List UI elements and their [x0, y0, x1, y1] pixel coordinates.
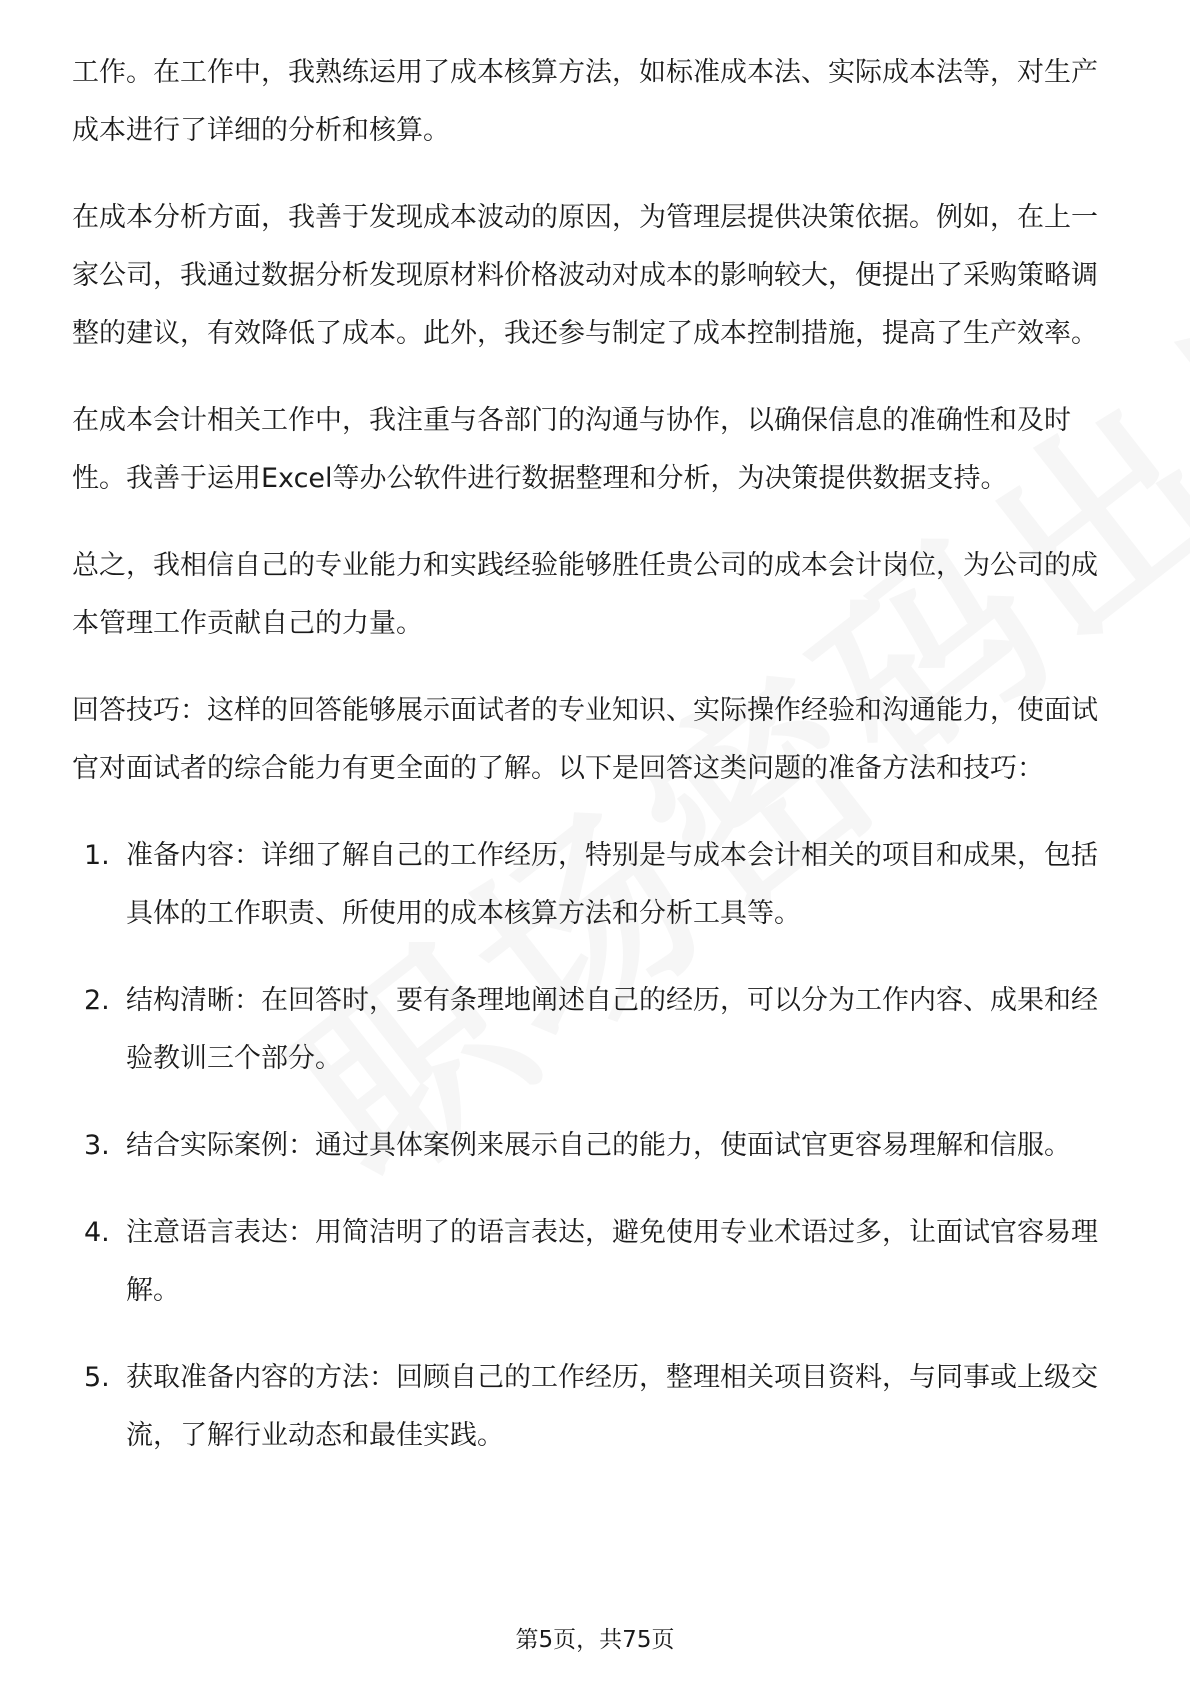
paragraph: 在成本会计相关工作中，我注重与各部门的沟通与协作，以确保信息的准确性和及时性。我善于运用Excel等办公软件进行数据整理和分析，为决策提供数据支持。 — [72, 405, 1071, 494]
list-number: 1. — [84, 840, 110, 871]
list-item — [72, 1204, 1120, 1320]
list-number: 4. — [84, 1217, 110, 1248]
paragraph: 工作。在工作中，我熟练运用了成本核算方法，如标准成本法、实际成本法等，对生产成本进行了详细的分析和核算。 — [72, 57, 1098, 146]
tips-list — [72, 827, 1120, 1465]
list-item — [72, 1349, 1120, 1465]
list-number: 5. — [84, 1362, 110, 1393]
list-item-text: 结合实际案例：通过具体案例来展示自己的能力，使面试官更容易理解和信服。 — [126, 1130, 1071, 1161]
list-item-text: 结构清晰：在回答时，要有条理地阐述自己的经历，可以分为工作内容、成果和经验教训三个部分。 — [126, 985, 1098, 1074]
paragraph: 回答技巧：这样的回答能够展示面试者的专业知识、实际操作经验和沟通能力，使面试官对面试者的综合能力有更全面的了解。以下是回答这类问题的准备方法和技巧： — [72, 695, 1098, 784]
document-body — [72, 44, 1120, 1494]
list-item — [72, 972, 1120, 1088]
page-footer: 第5页，共75页 — [515, 1627, 675, 1653]
paragraph: 在成本分析方面，我善于发现成本波动的原因，为管理层提供决策依据。例如，在上一家公司，我通过数据分析发现原材料价格波动对成本的影响较大，便提出了采购策略调整的建议，有效降低了成本。此外，我还参与制定了成本控制措施，提高了生产效率。 — [72, 202, 1098, 349]
list-number: 3. — [84, 1130, 110, 1161]
list-item-text: 获取准备内容的方法：回顾自己的工作经历，整理相关项目资料，与同事或上级交流，了解行业动态和最佳实践。 — [126, 1362, 1098, 1451]
paragraph: 总之，我相信自己的专业能力和实践经验能够胜任贵公司的成本会计岗位，为公司的成本管理工作贡献自己的力量。 — [72, 550, 1098, 639]
list-number: 2. — [84, 985, 110, 1016]
list-item-text: 准备内容：详细了解自己的工作经历，特别是与成本会计相关的项目和成果，包括具体的工作职责、所使用的成本核算方法和分析工具等。 — [126, 840, 1098, 929]
list-item-text: 注意语言表达：用简洁明了的语言表达，避免使用专业术语过多，让面试官容易理解。 — [126, 1217, 1098, 1306]
list-item — [72, 827, 1120, 943]
list-item — [72, 1117, 1120, 1175]
